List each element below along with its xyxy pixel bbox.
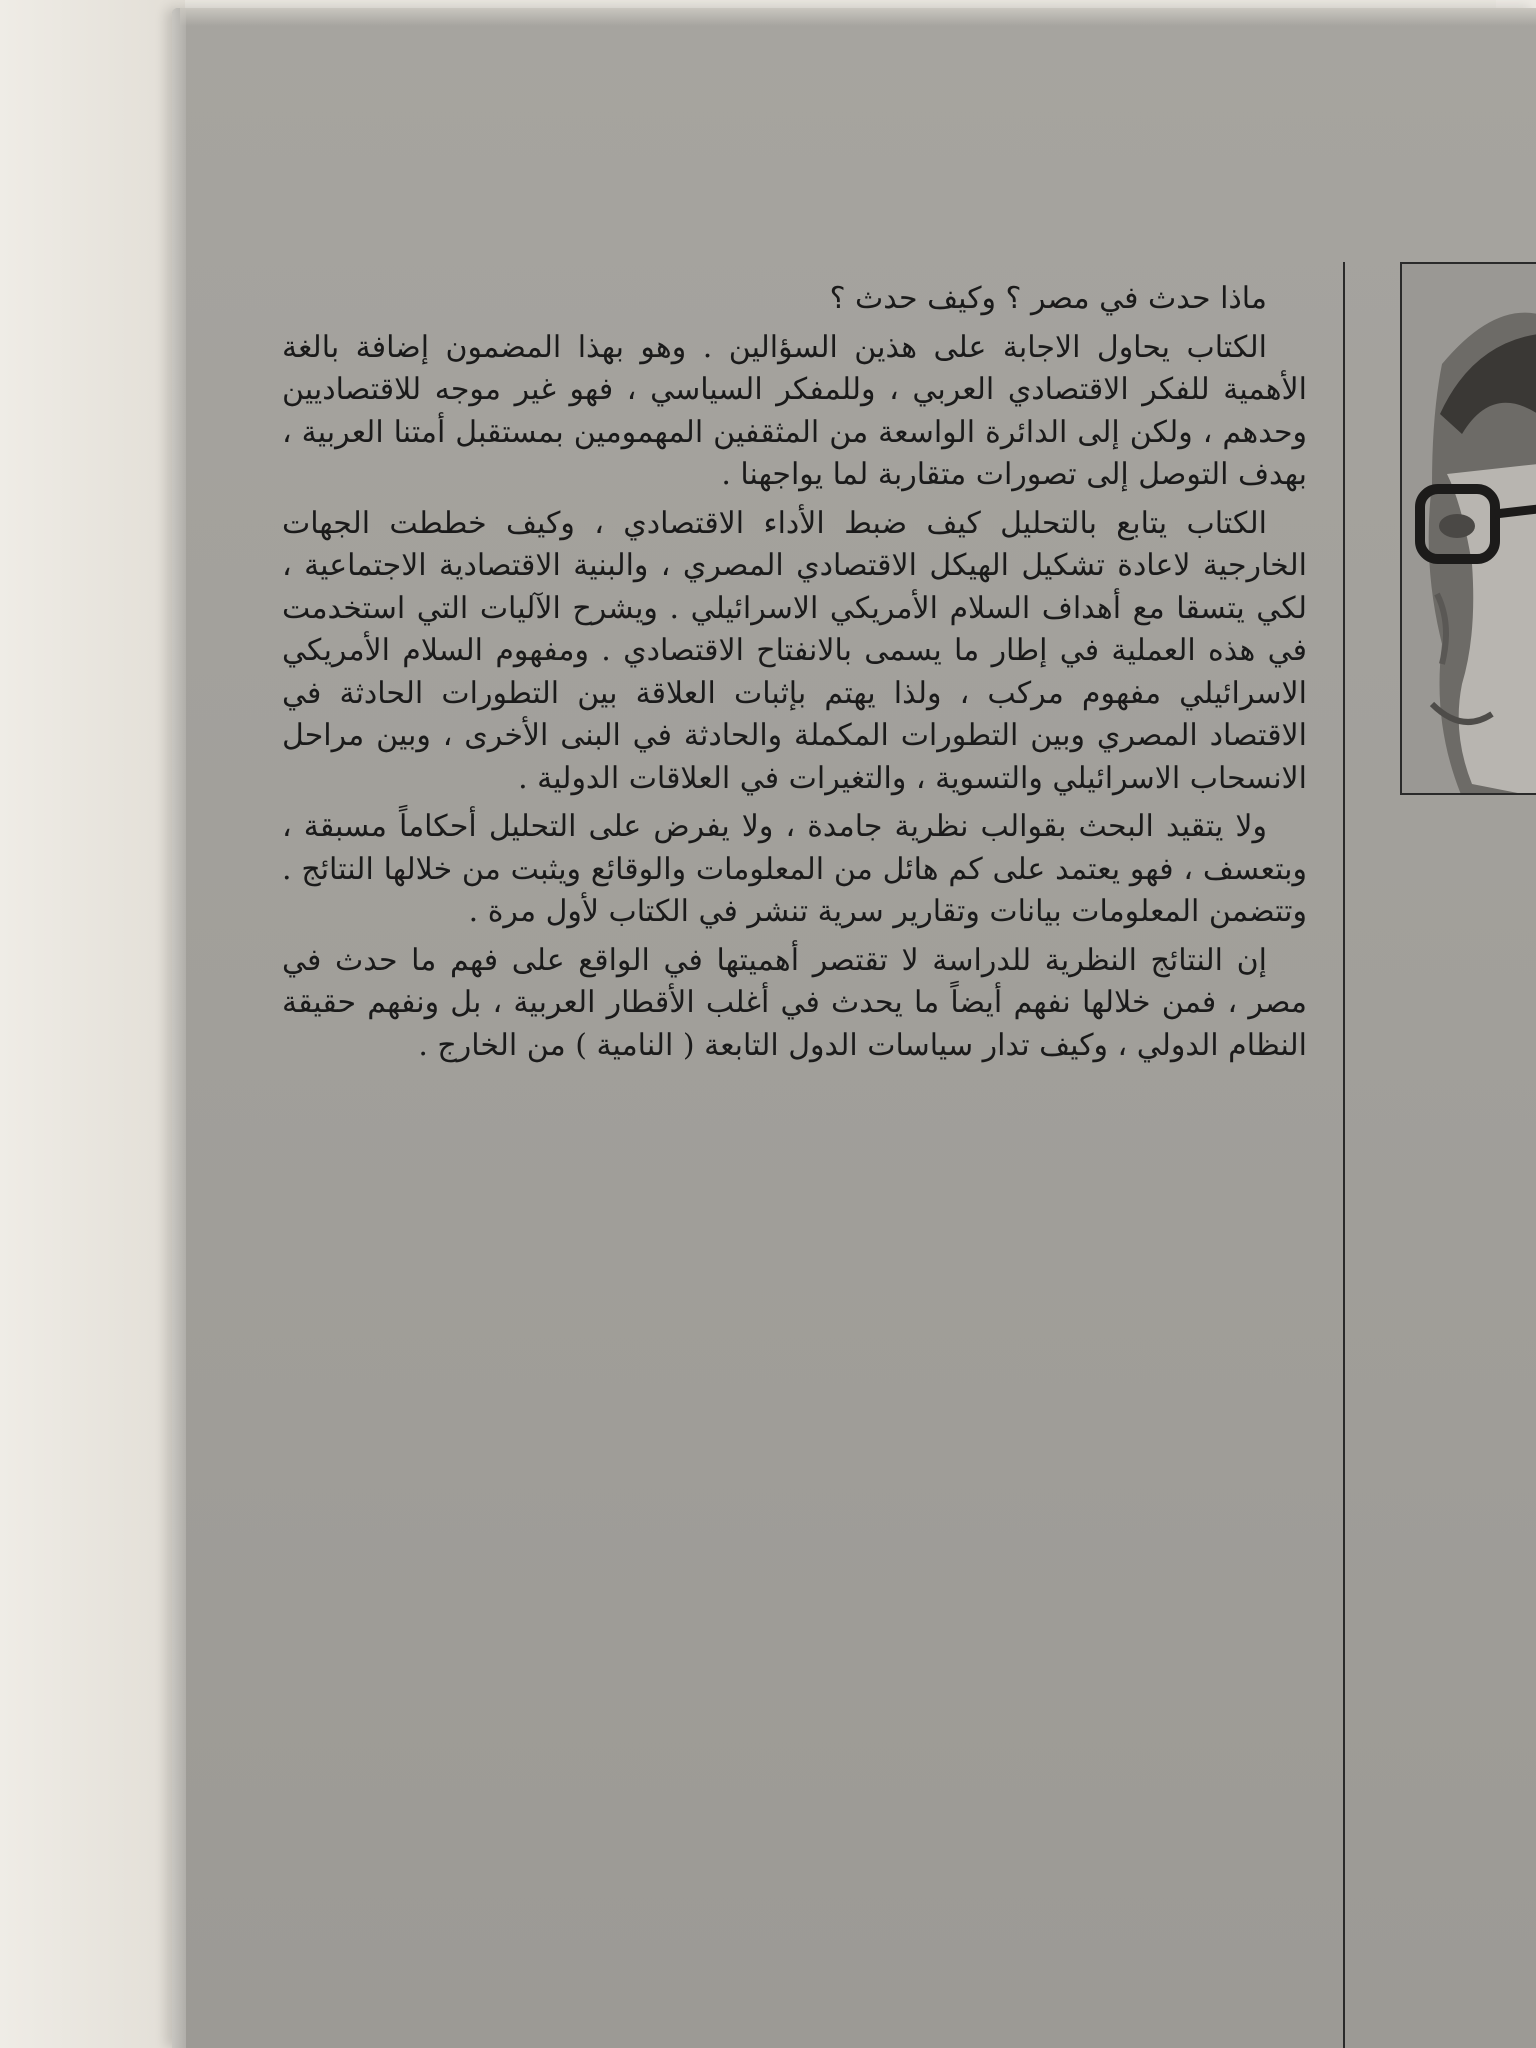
author-photo — [1400, 262, 1536, 795]
background-surface-left — [0, 0, 185, 2048]
paragraph-2: الكتاب يتابع بالتحليل كيف ضبط الأداء الاقتصادي ، وكيف خططت الجهات الخارجية لاعادة تشكيل الهيكل الاقتصادي المصري ، والبنية الاقتصادية الاجتماعية ، لكي يتسقا مع أهداف السلام الأمريكي الاسرائيلي . ويشرح الآليات التي استخدمت في هذه العملية في إطار ما يسمى بالانفتاح الاقتصادي . ومفهوم السلام الأمريكي الاسرائيلي مفهوم مركب ، ولذا يهتم بإثبات العلاقة بين التطورات الحادثة في الاقتصاد المصري وبين التطورات المكملة والحادثة في البنى الأخرى ، وبين مراحل الانسحاب الاسرائيلي والتسوية ، والتغيرات في العلاقات الدولية . — [282, 505, 1307, 796]
paragraph-4: إن النتائج النظرية للدراسة لا تقتصر أهميتها في الواقع على فهم ما حدث في مصر ، فمن خلالها نفهم أيضاً ما يحدث في أغلب الأقطار العربية ، بل ونفهم حقيقة النظام الدولي ، وكيف تدار سياسات الدول التابعة ( النامية ) من الخارج . — [282, 942, 1307, 1063]
paragraph-3: ولا يتقيد البحث بقوالب نظرية جامدة ، ولا يفرض على التحليل أحكاماً مسبقة ، وبتعسف ، فهو يعتمد على كم هائل من المعلومات والوقائع ويثبت من خلالها النتائج . وتتضمن المعلومات بيانات وتقارير سرية تنشر في الكتاب لأول مرة . — [282, 809, 1307, 929]
intro-question: ماذا حدث في مصر ؟ وكيف حدث ؟ — [829, 281, 1267, 316]
vertical-divider-line — [1343, 262, 1345, 2048]
paragraph-1: الكتاب يحاول الاجابة على هذين السؤالين . وهو بهذا المضمون إضافة بالغة الأهمية للفكر الاقتصادي العربي ، وللمفكر السياسي ، فهو غير موجه للاقتصاديين وحدهم ، ولكن إلى الدائرة الواسعة من المثقفين المهمومين بمستقبل أمتنا العربية ، بهدف التوصل إلى تصورات متقاربة لما يواجهنا . — [282, 329, 1307, 492]
back-cover-text — [282, 278, 1307, 1073]
author-portrait-image — [1402, 264, 1536, 795]
cover-top-wear — [180, 8, 1536, 26]
cover-spine-edge — [172, 8, 186, 2048]
